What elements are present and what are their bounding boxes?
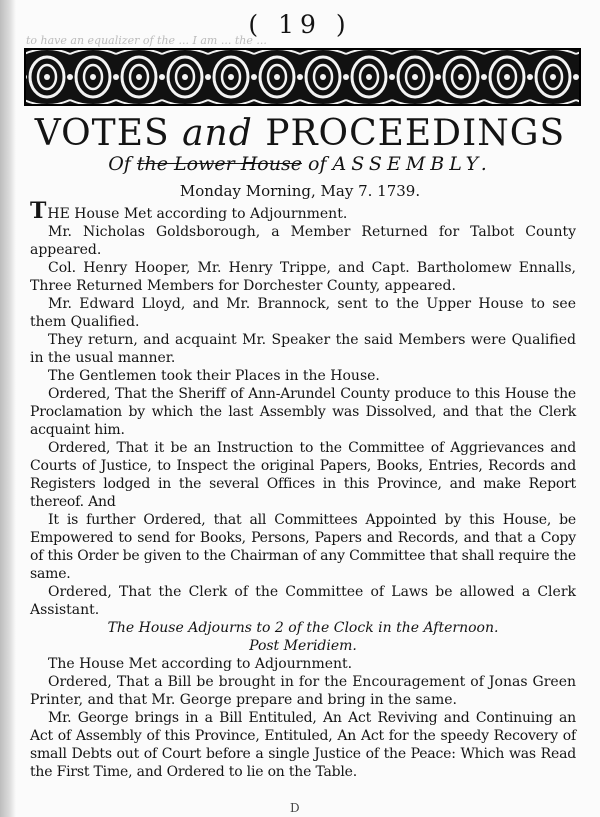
paragraph-5: They return, and acquaint Mr. Speaker the said Members were Qualified in the usual manner. — [30, 332, 576, 366]
paragraph-2: Mr. Nicholas Goldsborough, a Member Returned for Talbot County appeared. — [30, 224, 576, 258]
paragraph-9: It is further Ordered, that all Committees Appointed by this House, be Empowered to send for Books, Persons, Papers and Records, and that a Copy of this Order be given to the Chairman of any Committee that shall require the same. — [30, 512, 576, 582]
paragraph-7: Ordered, That the Sheriff of Ann-Arundel County produce to this House the Proclamation by which the last Assembly was Dissolved, and that the Clerk acquaint him. — [30, 386, 576, 438]
page-number: ( 19 ) — [248, 10, 352, 39]
proceedings-body — [30, 198, 576, 781]
subtitle-lower-house: the Lower House — [136, 153, 302, 175]
paragraph-3: Col. Henry Hooper, Mr. Henry Trippe, and Capt. Bartholomew Ennalls, Three Returned Members for Dorchester County, appeared. — [30, 260, 576, 294]
paragraph-15: Mr. George brings in a Bill Entituled, An Act Reviving and Continuing an Act of Assembly of this Province, Entituled, An Act for the speedy Recovery of small Debts out of Court before a single Justice of the Peace: Which was Read the First Time, and Ordered to lie on the Table. — [30, 710, 576, 780]
drop-cap: T — [30, 198, 48, 224]
adjournment-notice: The House Adjourns to 2 of the Clock in the Afternoon. — [107, 620, 499, 636]
title-proceedings: PROCEEDINGS — [252, 113, 566, 154]
paragraph-4: Mr. Edward Lloyd, and Mr. Brannock, sent to the Upper House to see them Qualified. — [30, 296, 576, 330]
paragraph-8: Ordered, That it be an Instruction to the Committee of Aggrievances and Courts of Justice, to Inspect the original Papers, Books, Entries, Records and Registers lodged in the several Offices in this Province, and make Report thereof. And — [30, 440, 576, 510]
paragraph-1 — [30, 198, 576, 224]
signature-mark: D — [290, 801, 300, 815]
subtitle-assembly: ASSEMBLY. — [332, 153, 492, 175]
paragraph-10: Ordered, That the Clerk of the Committee of Laws be allowed a Clerk Assistant. — [30, 584, 576, 618]
dateline: Monday Morning, May 7. 1739. — [179, 182, 421, 200]
decorative-header-ornament — [24, 48, 581, 106]
paragraph-6: The Gentlemen took their Places in the House. — [48, 368, 380, 384]
masthead-title — [0, 113, 600, 154]
post-meridiem-heading: Post Meridiem. — [249, 638, 357, 654]
subtitle-of: Of — [108, 153, 137, 175]
bleed-through-text: to have an equalizer of the ... I am ... the ... — [26, 34, 267, 47]
subtitle-of-2: of — [301, 153, 333, 175]
ornament-pattern-icon — [24, 48, 581, 106]
paragraph-13: The House Met according to Adjournment. — [48, 656, 353, 672]
title-votes: VOTES — [34, 113, 183, 154]
title-and: and — [182, 113, 253, 154]
masthead-subtitle — [0, 153, 600, 175]
paragraph-1-text: HE House Met according to Adjournment. — [47, 206, 348, 222]
paragraph-14: Ordered, That a Bill be brought in for the Encouragement of Jonas Green Printer, and that Mr. George prepare and bring in the same. — [30, 674, 576, 708]
